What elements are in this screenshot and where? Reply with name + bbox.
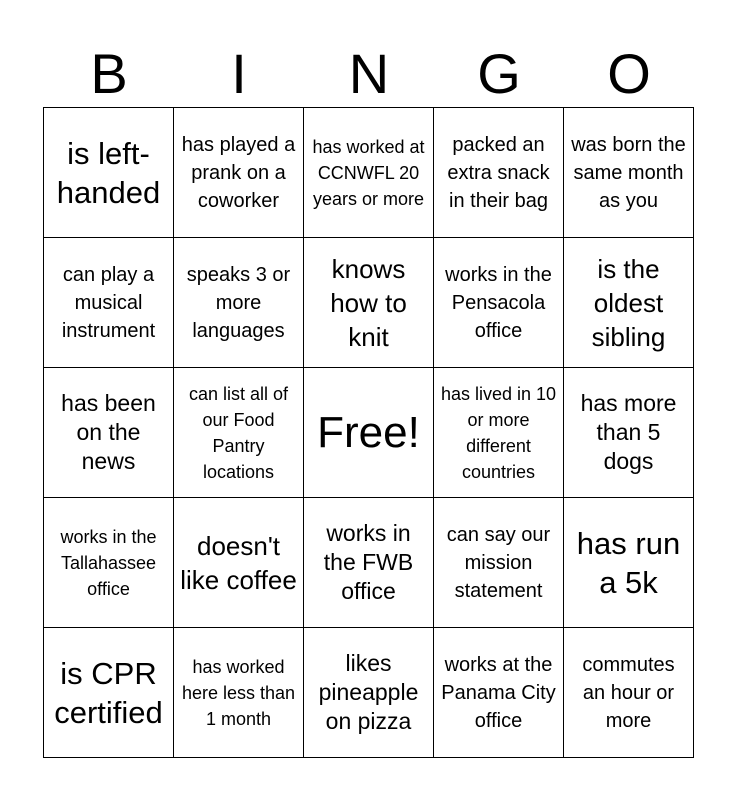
cell-text: speaks 3 or more languages	[186, 263, 291, 342]
cell-text: works at the Panama City office	[441, 653, 556, 732]
bingo-cell[interactable]	[434, 498, 564, 628]
bingo-cell[interactable]	[304, 238, 434, 368]
bingo-cell[interactable]	[304, 498, 434, 628]
cell-text: works in the FWB office	[323, 520, 414, 604]
bingo-cell[interactable]	[564, 238, 694, 368]
cell-text: can list all of our Food Pantry locations	[188, 383, 289, 482]
header-letter-n: N	[348, 42, 390, 105]
cell-text: packed an extra snack in their bag	[447, 133, 550, 212]
header-letter-g: G	[477, 42, 521, 105]
bingo-cell[interactable]	[564, 108, 694, 238]
cell-text: doesn't like coffee	[180, 530, 297, 595]
cell-text: likes pineapple on pizza	[318, 650, 419, 734]
cell-text: can say our mission statement	[446, 523, 551, 602]
cell-text: has worked at CCNWFL 20 years or more	[312, 136, 425, 209]
cell-text: has run a 5k	[576, 525, 681, 600]
bingo-cell[interactable]	[304, 108, 434, 238]
bingo-cell[interactable]	[304, 628, 434, 758]
cell-text: is the oldest sibling	[591, 253, 666, 352]
bingo-cell[interactable]	[434, 108, 564, 238]
header-letter-b: B	[90, 42, 128, 105]
cell-text: has lived in 10 or more different countries	[440, 383, 557, 482]
cell-text: is CPR certified	[54, 655, 163, 730]
bingo-cell[interactable]	[174, 238, 304, 368]
bingo-header	[44, 40, 694, 108]
cell-text: commutes an hour or more	[582, 653, 675, 732]
bingo-cell[interactable]	[44, 498, 174, 628]
cell-text: was born the same month as you	[571, 133, 686, 212]
header-letter-i: I	[231, 42, 247, 105]
header-letter-o: O	[607, 42, 651, 105]
bingo-cell[interactable]	[174, 498, 304, 628]
cell-text: is left-handed	[56, 135, 161, 210]
bingo-cell[interactable]	[434, 368, 564, 498]
cell-text: works in the Pensacola office	[445, 263, 552, 342]
bingo-cell[interactable]	[174, 108, 304, 238]
cell-text: has worked here less than 1 month	[181, 656, 296, 729]
bingo-cell[interactable]	[434, 238, 564, 368]
bingo-cell[interactable]	[564, 368, 694, 498]
cell-text: has been on the news	[61, 390, 156, 474]
free-space-cell[interactable]	[304, 368, 434, 498]
cell-text: works in the Tallahassee office	[60, 526, 157, 599]
cell-text: knows how to knit	[330, 253, 407, 352]
cell-text: can play a musical instrument	[61, 263, 156, 342]
free-space-text: Free!	[317, 407, 420, 457]
bingo-cell[interactable]	[174, 628, 304, 758]
bingo-cell[interactable]	[564, 498, 694, 628]
bingo-cell[interactable]	[44, 368, 174, 498]
cell-text: has played a prank on a coworker	[181, 133, 296, 212]
cell-text: has more than 5 dogs	[580, 390, 677, 474]
bingo-cell[interactable]	[434, 628, 564, 758]
bingo-cell[interactable]	[44, 628, 174, 758]
bingo-card-grid	[43, 107, 694, 758]
bingo-cell[interactable]	[174, 368, 304, 498]
bingo-cell[interactable]	[44, 238, 174, 368]
bingo-cell[interactable]	[44, 108, 174, 238]
bingo-cell[interactable]	[564, 628, 694, 758]
